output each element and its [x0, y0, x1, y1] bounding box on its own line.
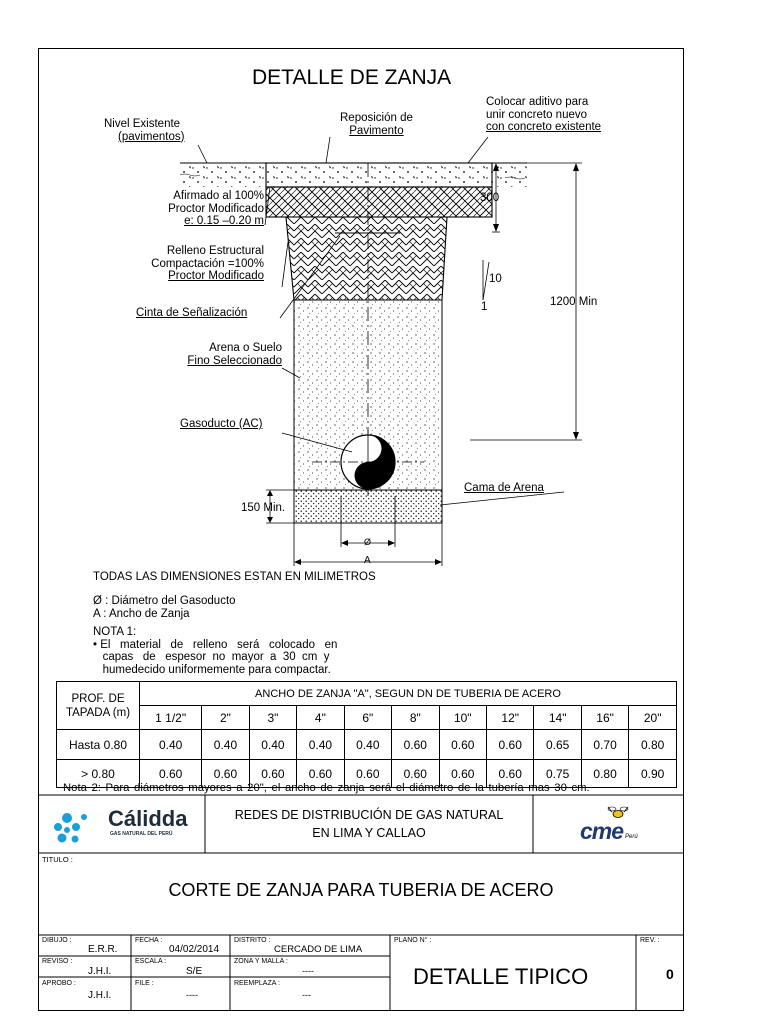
header-line: TAPADA (m) [65, 706, 131, 719]
nota1-line: humedecido uniformemente para compactar. [93, 663, 331, 676]
label-line: Nivel Existente [104, 118, 181, 130]
fecha-label: FECHA : [135, 937, 163, 944]
diameter-cell: 4" [297, 706, 344, 730]
project-line: EN LIMA Y CALLAO [312, 826, 426, 840]
units-note: TODAS LAS DIMENSIONES ESTAN EN MILIMETROS [93, 571, 376, 583]
legend-line: A : Ancho de Zanja [93, 607, 190, 620]
label-line: Compactación =100% [151, 257, 264, 270]
diameter-cell: 10" [439, 706, 486, 730]
aprobo-label: APROBO : [42, 980, 76, 987]
rev-label: REV. : [640, 937, 660, 944]
table-cell: 0.60 [392, 730, 439, 760]
label-line: Reposición de [340, 112, 413, 124]
cme-logo-sub: Perú [625, 834, 638, 840]
table-cell: 0.40 [140, 730, 202, 760]
header-line: PROF. DE [71, 692, 125, 705]
table-cell: 0.40 [297, 730, 344, 760]
aprobo-value: J.H.I. [88, 990, 112, 1001]
table-cell: 0.60 [486, 760, 533, 788]
table-cell: 0.60 [344, 760, 391, 788]
label-cinta: Cinta de Señalización [136, 307, 248, 319]
diameter-cell: 3" [249, 706, 296, 730]
project-line: REDES DE DISTRIBUCIÓN DE GAS NATURAL [234, 808, 504, 822]
nota-2: Nota 2: Para diámetros mayores a 20", el ancho de zanja será el diámetro de la tubería mas 30 cm. [63, 782, 590, 794]
table-cell: 0.40 [344, 730, 391, 760]
file-value: ---- [186, 990, 198, 1000]
plano-label: PLANO N° : [394, 937, 432, 944]
calidda-logo-subtitle: GAS NATURAL DEL PERÚ [110, 831, 173, 837]
label-line: e: 0.15 –0.20 m [184, 215, 264, 227]
dibujo-value: E.R.R. [88, 944, 118, 955]
table-cell: 0.65 [534, 730, 581, 760]
drawing-name: CORTE DE ZANJA PARA TUBERIA DE ACERO [168, 880, 554, 900]
label-line: Colocar aditivo para [486, 96, 589, 108]
escala-label: ESCALA : [135, 958, 167, 965]
table-cell: 0.80 [629, 730, 677, 760]
label-line: Relleno Estructural [166, 245, 264, 257]
table-cell: 0.40 [249, 730, 296, 760]
diameter-cell: 1 1/2" [140, 706, 202, 730]
diameter-cell: 6" [344, 706, 391, 730]
dim-1200: 1200 Min [550, 296, 598, 308]
label-line: unir concreto nuevo [486, 108, 588, 121]
reviso-value: J.H.I. [88, 966, 112, 977]
table-cell: 0.60 [249, 760, 296, 788]
diameter-cell: 2" [202, 706, 249, 730]
diameter-cell: 8" [392, 706, 439, 730]
nota1-title: NOTA 1: [93, 626, 137, 638]
label-line: Arena o Suelo [209, 342, 282, 354]
plano-value: DETALLE TIPICO [413, 964, 589, 989]
label-line: (pavimentos) [118, 130, 185, 143]
table-cell: 0.90 [629, 760, 677, 788]
label-line: Proctor Modificado [168, 202, 264, 215]
label-line: Proctor Modificado [168, 270, 264, 282]
table-cell: 0.75 [534, 760, 581, 788]
table-cell: 0.60 [486, 730, 533, 760]
distrito-label: DISTRITO : [234, 937, 271, 944]
reemplaza-value: --- [302, 990, 311, 1000]
table-cell: 0.70 [581, 730, 628, 760]
reemplaza-label: REEMPLAZA : [234, 980, 280, 987]
row-label: Hasta 0.80 [57, 730, 140, 760]
diameter-cell: 12" [486, 706, 533, 730]
table-cell: 0.40 [202, 730, 249, 760]
dim-150: 150 Min. [241, 502, 286, 514]
ancho-header: ANCHO DE ZANJA "A", SEGUN DN DE TUBERIA DE ACERO [140, 682, 677, 706]
label-gasoducto: Gasoducto (AC) [180, 418, 263, 430]
diameter-cell: 20" [629, 706, 677, 730]
label-cama-arena: Cama de Arena [464, 482, 544, 494]
file-label: FILE : [135, 980, 154, 987]
row-label: > 0.80 [57, 760, 140, 788]
calidda-logo-text: Cálidda [108, 806, 188, 831]
dim-300: 300 [480, 192, 500, 204]
dibujo-label: DIBUJO : [42, 937, 72, 944]
rev-value: 0 [666, 966, 674, 982]
diameter-cell: 16" [581, 706, 628, 730]
titulo-label: TITULO : [42, 855, 73, 864]
slope-10: 10 [489, 273, 502, 285]
reviso-label: REVISO : [42, 958, 73, 965]
dim-diametro: Ø [364, 537, 372, 547]
label-line: Fino Seleccionado [187, 354, 282, 367]
table-cell: 0.60 [439, 760, 486, 788]
dim-ancho: A [364, 555, 371, 566]
fecha-value: 04/02/2014 [169, 944, 220, 955]
table-cell: 0.60 [202, 760, 249, 788]
drawing-title: DETALLE DE ZANJA [252, 66, 452, 89]
diameter-cell: 14" [534, 706, 581, 730]
cme-logo-text: cme [580, 818, 624, 844]
distrito-value: CERCADO DE LIMA [274, 944, 363, 955]
nota1-line: • El material de relleno será colocado en [93, 638, 338, 651]
slope-1: 1 [481, 301, 488, 313]
zona-label: ZONA Y MALLA : [234, 958, 288, 965]
table-cell: 0.60 [140, 760, 202, 788]
table-cell: 0.60 [392, 760, 439, 788]
label-line: Pavimento [349, 124, 404, 137]
label-line: Afirmado al 100% [173, 190, 264, 202]
table-cell: 0.60 [439, 730, 486, 760]
escala-value: S/E [186, 966, 203, 977]
table-cell: 0.80 [581, 760, 628, 788]
table-cell: 0.60 [297, 760, 344, 788]
nota1-line: capas de espesor no mayor a 30 cm y [93, 651, 330, 663]
legend-line: Ø : Diámetro del Gasoducto [93, 595, 236, 607]
label-line: con concreto existente [486, 121, 602, 133]
zona-value: ---- [302, 966, 314, 976]
